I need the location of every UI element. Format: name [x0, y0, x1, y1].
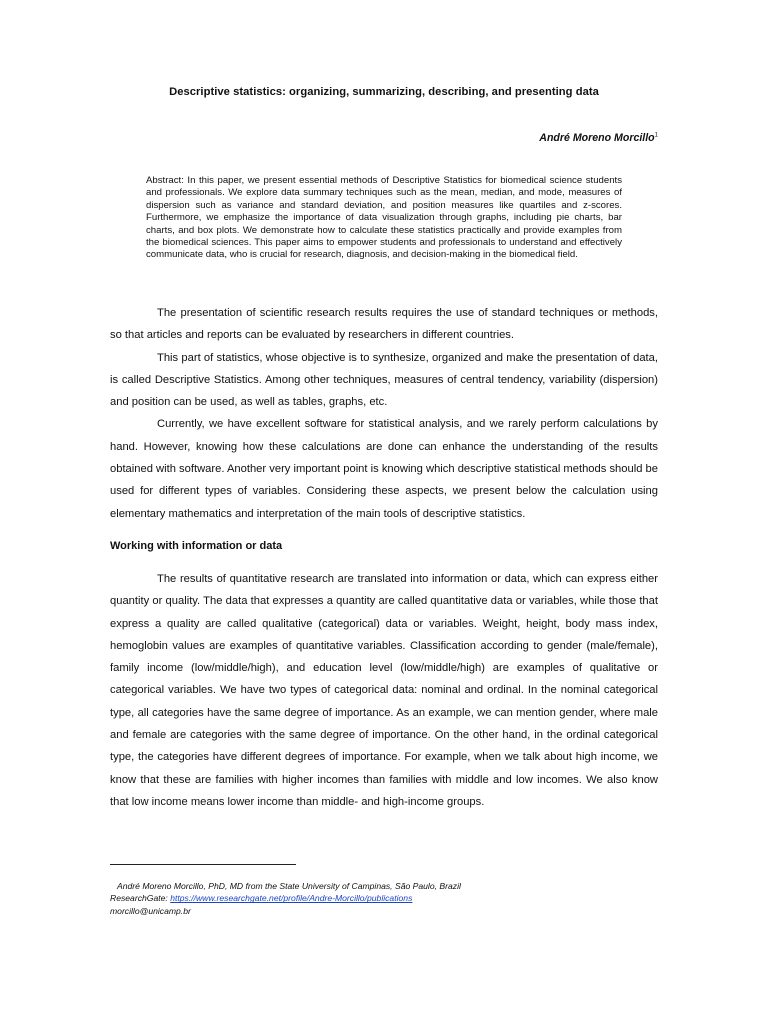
researchgate-prefix: ResearchGate:: [110, 893, 171, 904]
footnote: [110, 880, 670, 917]
intro-paragraph: The presentation of scientific research results requires the use of standard techniques or methods, so that articles and reports can be evaluated by researchers in different countries.: [110, 307, 658, 342]
paper-author: [539, 132, 658, 144]
author-name: André Moreno Morcillo: [539, 132, 655, 144]
section-paragraph: The results of quantitative research are translated into information or data, which can express either quantity or quality. The data that expresses a quantity are called quantitative data or variables, while those that express a quality are called qualitative (categorical) data or variables. Weight, height, body mass index, hemoglobin values are examples of quantitative variables. Classification according to gender (male/female), family income (low/middle/high), and education level (low/middle/high) are examples of qualitative or categorical variables. We have two types of categorical data: nominal and ordinal. In the nominal categorical type, all categories have the same degree of importance. As an example, we can mention gender, where male and female are categories with the same degree of importance. On the other hand, in the ordinal categorical type, the categories have different degrees of importance. For example, when we talk about high income, we know that these are families with higher incomes than families with middle and low incomes. We also know that low income means lower income than middle- and high-income groups.: [110, 573, 658, 808]
researchgate-link[interactable]: https://www.researchgate.net/profile/Andre-Morcillo/publications: [170, 893, 413, 904]
footnote-email: morcillo@unicamp.br: [110, 905, 191, 916]
paper-title: Descriptive statistics: organizing, summarizing, describing, and presenting data: [169, 86, 599, 98]
section-body: [110, 568, 658, 813]
footnote-marker: 1: [654, 132, 658, 139]
footnote-divider: [110, 864, 296, 865]
abstract: Abstract: In this paper, we present essential methods of Descriptive Statistics for biomedical science students and professionals. We explore data summary techniques such as the mean, median, and mode, measures of dispersion such as variance and standard deviation, and position measures like quartiles and z-scores. Furthermore, we emphasize the importance of data visualization through graphs, including pie charts, bar charts, and box plots. We demonstrate how to calculate these statistics practically and provide examples from the biomedical sciences. This paper aims to empower students and professionals to understand and effectively communicate data, who is crucial for research, diagnosis, and decision-making in the biomedical field.: [146, 175, 622, 261]
footnote-researchgate: [110, 892, 670, 904]
section-heading: Working with information or data: [110, 540, 283, 552]
intro-paragraph: Currently, we have excellent software for statistical analysis, and we rarely perform calculations by hand. However, knowing how these calculations are done can enhance the understanding of the results obtained with software. Another very important point is knowing which descriptive statistical methods should be used for different types of variables. Considering these aspects, we present below the calculation using elementary mathematics and interpretation of the main tools of descriptive statistics.: [110, 418, 658, 520]
intro-body: [110, 302, 658, 525]
footnote-affiliation: André Moreno Morcillo, PhD, MD from the State University of Campinas, São Paulo, Brazil: [117, 881, 461, 891]
intro-paragraph: This part of statistics, whose objective is to synthesize, organized and make the presentation of data, is called Descriptive Statistics. Among other techniques, measures of central tendency, variability (dispersion) and position can be used, as well as tables, graphs, etc.: [110, 351, 658, 409]
